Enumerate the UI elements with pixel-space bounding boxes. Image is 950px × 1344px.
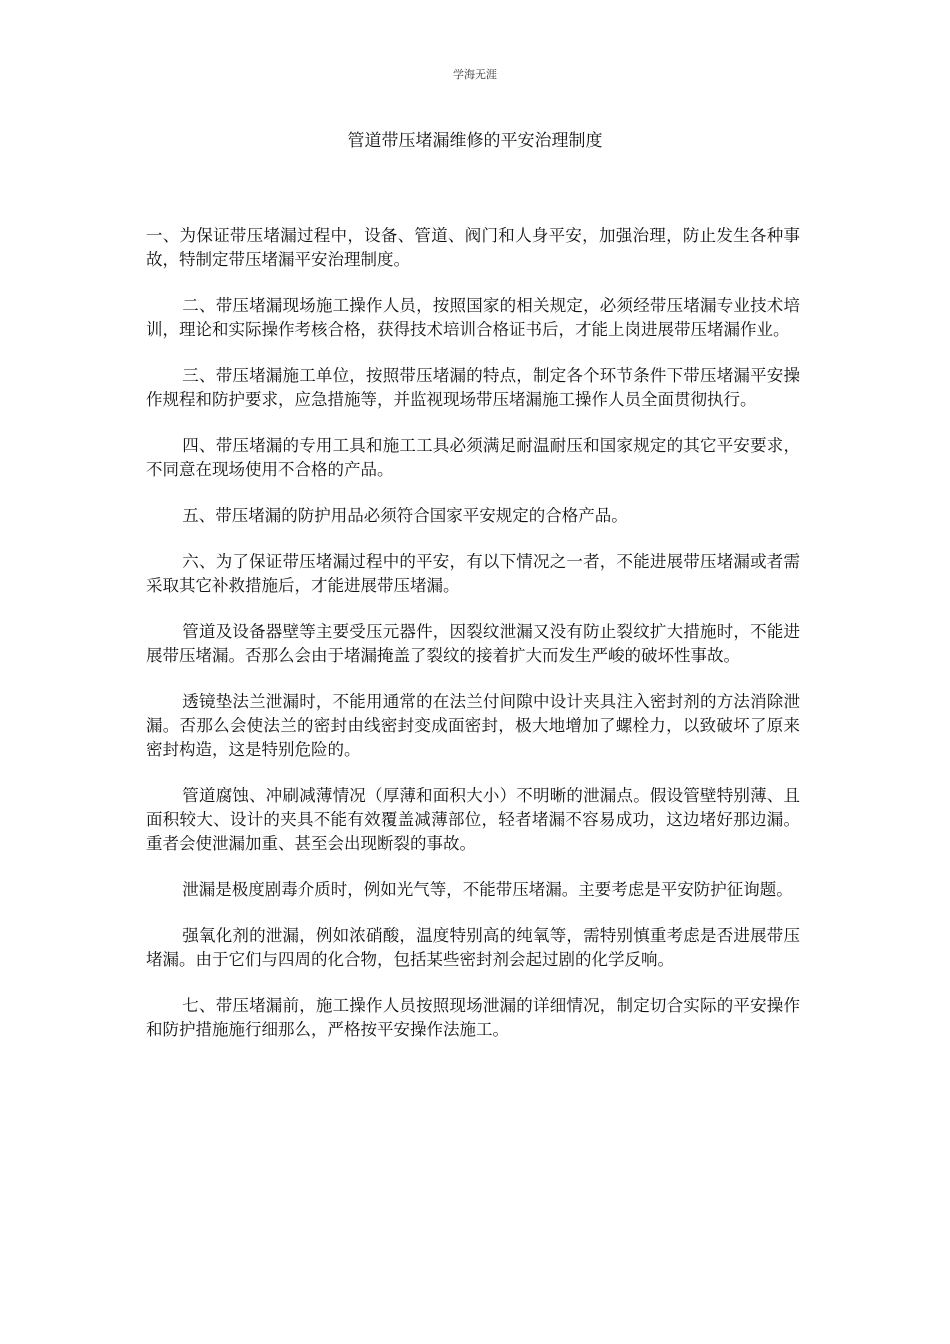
paragraph-5: 五、带压堵漏的防护用品必须符合国家平安规定的合格产品。 [182, 506, 628, 525]
paragraph-12: 七、带压堵漏前，施工操作人员按照现场泄漏的详细情况，制定切合实际的平安操作和防护措施施行细那么，严格按平安操作法施工。 [146, 996, 800, 1039]
paragraph-1: 一、为保证带压堵漏过程中，设备、管道、阀门和人身平安，加强治理，防止发生各种事故，特制定带压堵漏平安治理制度。 [146, 226, 800, 269]
paragraph-6: 六、为了保证带压堵漏过程中的平安，有以下情况之一者，不能进展带压堵漏或者需采取其它补救措施后，才能进展带压堵漏。 [146, 552, 800, 595]
paragraph-8: 透镜垫法兰泄漏时，不能用通常的在法兰付间隙中设计夹具注入密封剂的方法消除泄漏。否那么会使法兰的密封由线密封变成面密封，极大地增加了螺栓力，以致破坏了原来密封构造，这是特别危险的。 [146, 692, 800, 759]
paragraph-3: 三、带压堵漏施工单位，按照带压堵漏的特点，制定各个环节条件下带压堵漏平安操作规程和防护要求，应急措施等，并监视现场带压堵漏施工操作人员全面贯彻执行。 [146, 366, 800, 409]
document-title: 管道带压堵漏维修的平安治理制度 [347, 131, 603, 151]
paragraph-9: 管道腐蚀、冲刷减薄情况（厚薄和面积大小）不明晰的泄漏点。假设管壁特别薄、且面积较大、设计的夹具不能有效覆盖减薄部位，轻者堵漏不容易成功，这边堵好那边漏。重者会使泄漏加重、甚至会出现断裂的事故。 [146, 786, 800, 853]
paragraph-2: 二、带压堵漏现场施工操作人员，按照国家的相关规定，必须经带压堵漏专业技术培训，理论和实际操作考核合格，获得技术培训合格证书后，才能上岗进展带压堵漏作业。 [146, 296, 800, 339]
paragraph-11: 强氧化剂的泄漏，例如浓硝酸，温度特别高的纯氧等，需特别慎重考虑是否进展带压堵漏。由于它们与四周的化合物，包括某些密封剂会起过剧的化学反响。 [146, 926, 800, 969]
paragraph-10: 泄漏是极度剧毒介质时，例如光气等，不能带压堵漏。主要考虑是平安防护征询题。 [182, 880, 793, 899]
paragraph-7: 管道及设备器壁等主要受压元器件，因裂纹泄漏又没有防止裂纹扩大措施时，不能进展带压堵漏。否那么会由于堵漏掩盖了裂纹的接着扩大而发生严峻的破坏性事故。 [146, 622, 800, 665]
document-body [146, 224, 800, 1064]
paragraph-4: 四、带压堵漏的专用工具和施工工具必须满足耐温耐压和国家规定的其它平安要求，不同意在现场使用不合格的产品。 [146, 436, 800, 479]
page-header: 学海无涯 [453, 68, 497, 81]
